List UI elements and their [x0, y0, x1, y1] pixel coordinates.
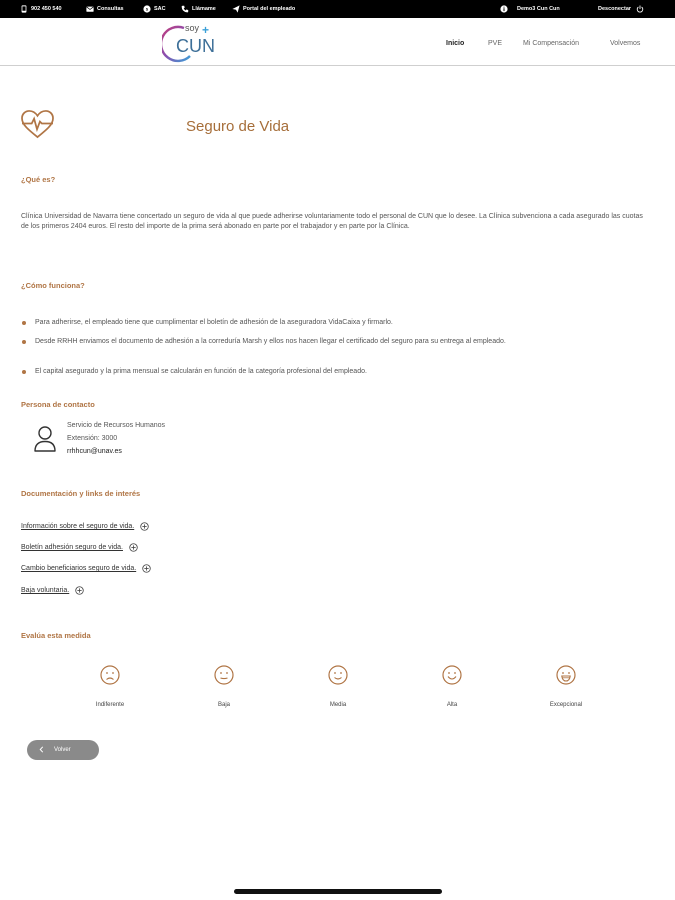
user-menu[interactable]	[500, 0, 560, 18]
user-name: Demo3 Cun Cun	[517, 6, 560, 12]
evalua-heading: Evalúa esta medida	[21, 631, 91, 640]
plus-circle-icon	[75, 586, 84, 595]
portal-link[interactable]	[232, 0, 295, 18]
plus-circle-icon	[129, 543, 138, 552]
grin-face-icon	[555, 664, 577, 686]
documentacion-heading: Documentación y links de interés	[21, 489, 141, 498]
plus-circle-icon	[140, 522, 149, 531]
como-funciona-heading: ¿Cómo funciona?	[21, 281, 85, 290]
phone-number: 902 450 540	[31, 6, 62, 12]
logo-soy: soy	[185, 23, 200, 33]
rating-label: Indiferente	[95, 702, 125, 708]
neutral-face-icon	[213, 664, 235, 686]
power-icon	[636, 5, 644, 13]
list-item	[35, 337, 635, 347]
contact-extension: Extensión: 3000	[67, 435, 118, 442]
svg-text:S: S	[145, 7, 149, 12]
rating-label: Baja	[217, 702, 230, 708]
home-indicator[interactable]	[234, 889, 442, 894]
rating-indiferente[interactable]	[70, 664, 150, 708]
sac-icon	[143, 5, 151, 13]
list-item	[35, 367, 635, 377]
smile-face-icon	[327, 664, 349, 686]
logo-cun: CUN	[176, 36, 215, 56]
rating-media[interactable]	[298, 664, 378, 708]
doc-link-informacion[interactable]	[21, 522, 149, 531]
bullet-text: Para adherirse, el empleado tiene que cumplimentar el boletín de adhesión de la aseguradora VidaCaixa y firmarlo.	[35, 319, 393, 326]
logo-plus: +	[202, 23, 210, 37]
doc-link-label: Información sobre el seguro de vida.	[21, 523, 135, 530]
llamame-link[interactable]	[181, 0, 216, 18]
envelope-icon	[86, 5, 94, 13]
nav-inicio[interactable]: Inicio	[446, 40, 465, 47]
consultas-label: Consultas	[97, 6, 124, 12]
que-es-heading: ¿Qué es?	[21, 175, 56, 184]
rating-label: Excepcional	[549, 702, 583, 708]
doc-link-label: Boletín adhesión seguro de vida.	[21, 544, 123, 551]
llamame-label: Llámame	[192, 6, 216, 12]
rating-excepcional[interactable]	[526, 664, 606, 708]
sac-label: SAC	[154, 6, 166, 12]
phone-icon	[20, 5, 28, 13]
phone-link[interactable]	[20, 0, 62, 18]
doc-link-baja[interactable]	[21, 586, 84, 595]
top-bar	[0, 0, 675, 18]
back-label: Volver	[54, 747, 71, 753]
chevron-left-icon	[39, 746, 44, 755]
contact-service: Servicio de Recursos Humanos	[67, 422, 166, 429]
list-item	[35, 318, 635, 328]
rating-alta[interactable]	[412, 664, 492, 708]
contacto-heading: Persona de contacto	[21, 400, 95, 409]
phone-call-icon	[181, 5, 189, 13]
send-icon	[232, 5, 240, 13]
sac-link[interactable]	[143, 0, 166, 18]
bullet-dot	[22, 340, 26, 344]
nav-pve[interactable]: PVE	[488, 40, 503, 47]
happy-face-icon	[441, 664, 463, 686]
que-es-text: Clínica Universidad de Navarra tiene concertado un seguro de vida al que puede adherirse voluntariamente todo el personal de CUN que lo desee. La Clínica subvenciona a cada asegurado las cuotas de los primeros 2404 euros. El resto del importe de la prima será abonado en parte por el trabajador y en parte por la Clínica.	[21, 213, 643, 230]
nav-mi-compensacion[interactable]: Mi Compensación	[523, 40, 580, 47]
bullet-dot	[22, 321, 26, 325]
doc-link-boletin[interactable]	[21, 543, 138, 552]
sad-face-icon	[99, 664, 121, 686]
person-icon	[33, 425, 57, 453]
doc-link-label: Baja voluntaria.	[21, 587, 70, 594]
back-button[interactable]	[27, 740, 99, 760]
bullet-dot	[22, 370, 26, 374]
rating-label: Media	[329, 702, 347, 708]
bullet-text: Desde RRHH enviamos el documento de adhesión a la correduría Marsh y ellos nos hacen llegar el certificado del seguro para su entrega al empleado.	[35, 338, 506, 345]
doc-link-label: Cambio beneficiarios seguro de vida.	[21, 565, 137, 572]
soy-cun-logo[interactable]	[162, 22, 232, 66]
portal-label: Portal del empleado	[243, 6, 296, 12]
heart-pulse-icon	[20, 109, 55, 140]
info-icon	[500, 5, 508, 13]
consultas-link[interactable]	[86, 0, 124, 18]
logout-label: Desconectar	[598, 6, 632, 12]
rating-label: Alta	[446, 702, 458, 708]
rating-baja[interactable]	[184, 664, 264, 708]
nav-volvemos[interactable]: Volvemos	[610, 40, 641, 47]
logout-button[interactable]	[598, 0, 644, 18]
contact-email[interactable]: rrhhcun@unav.es	[67, 448, 122, 455]
doc-link-cambio-beneficiarios[interactable]	[21, 564, 151, 573]
bullet-text: El capital asegurado y la prima mensual se calcularán en función de la categoría profesional del empleado.	[35, 368, 367, 375]
page-title: Seguro de Vida	[186, 118, 290, 135]
plus-circle-icon	[142, 564, 151, 573]
